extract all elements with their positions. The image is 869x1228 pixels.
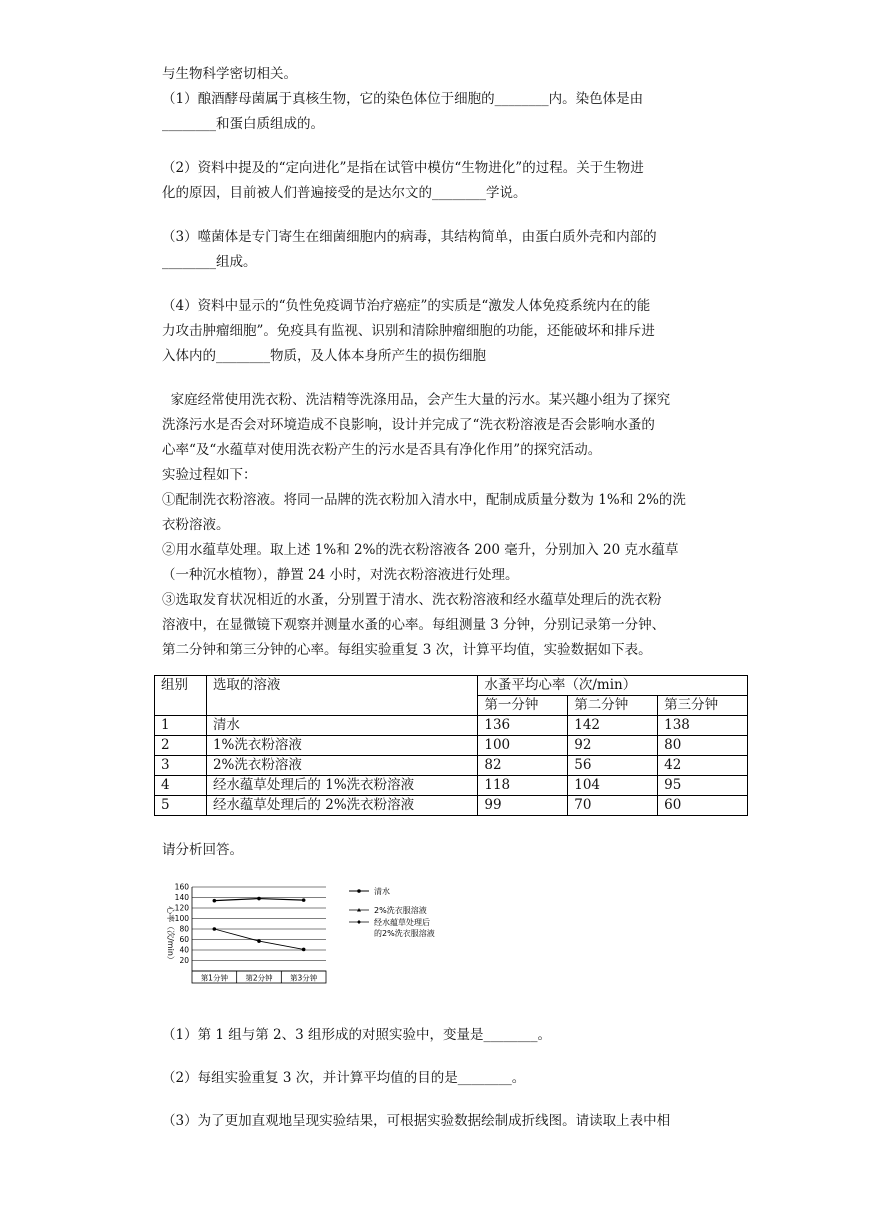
legend-label-2: 2%洗衣服溶液 (374, 906, 427, 915)
answer-question-3: （3）为了更加直观地呈现实验结果，可根据实验数据绘制成折线图。请读取上表中相 (162, 1113, 671, 1129)
answer-question-1: （1）第 1 组与第 2、3 组形成的对照实验中，变量是________。 (162, 1027, 552, 1043)
data-point (213, 899, 217, 903)
cell-minute-2: 92 (568, 736, 658, 756)
paragraph-intro-tail: 与生物科学密切相关。 (162, 66, 297, 82)
cell-minute-3: 42 (658, 756, 748, 776)
y-tick-label: 100 (174, 914, 189, 923)
y-tick-label: 20 (179, 956, 189, 965)
cell-minute-2: 70 (568, 796, 658, 816)
question-1-line-2: ________和蛋白质组成的。 (162, 116, 324, 132)
cell-solution: 经水蕴草处理后的 2%洗衣粉溶液 (206, 796, 477, 816)
cell-group: 1 (155, 716, 207, 736)
cell-solution: 经水蕴草处理后的 1%洗衣粉溶液 (206, 776, 477, 796)
chart-x-axis (192, 971, 326, 983)
data-point (302, 898, 306, 902)
question-4-line-2: 力攻击肿瘤细胞”。免疫具有监视、识别和清除肿瘤细胞的功能，还能破坏和排斥进 (162, 323, 655, 339)
chart-legend (349, 886, 435, 938)
document-page (162, 62, 752, 1134)
cell-minute-3: 138 (658, 716, 748, 736)
legend-marker-1 (357, 889, 361, 893)
table-header-row (155, 676, 748, 696)
heart-rate-chart (156, 883, 752, 1007)
table-row (155, 756, 748, 776)
data-point (257, 897, 261, 901)
data-point (213, 927, 217, 931)
step-3-line-3: 第二分钟和第三分钟的心率。每组实验重复 3 次，计算平均值，实验数据如下表。 (162, 642, 652, 658)
header-heart-rate: 水蚤平均心率（次/min） (478, 676, 748, 696)
data-point (257, 939, 261, 943)
cell-minute-1: 100 (478, 736, 568, 756)
step-2-line-1: ②用水蕴草处理。取上述 1%和 2%的洗衣粉溶液各 200 毫升，分别加入 20 克水蕴草 (162, 542, 679, 558)
chart-svg (156, 883, 466, 1003)
experiment-intro-line-3: 心率“及“水蕴草对使用洗衣粉产生的污水是否具有净化作用”的探究活动。 (162, 442, 602, 458)
question-2-line-2: 化的原因，目前被人们普遍接受的是达尔文的________学说。 (162, 185, 527, 201)
step-1-line-2: 衣粉溶液。 (162, 517, 230, 533)
header-solution: 选取的溶液 (206, 676, 477, 716)
y-tick-label: 80 (179, 924, 189, 934)
header-minute-2: 第二分钟 (568, 696, 658, 716)
cell-group: 3 (155, 756, 207, 776)
header-minute-1: 第一分钟 (478, 696, 568, 716)
cell-minute-2: 104 (568, 776, 658, 796)
y-tick-label: 120 (174, 903, 189, 913)
question-3-line-1: （3）噬菌体是专门寄生在细菌细胞内的病毒，其结构简单，由蛋白质外壳和内部的 (162, 229, 657, 245)
step-1-line-1: ①配制洗衣粉溶液。将同一品牌的洗衣粉加入清水中，配制成质量分数为 1%和 2%的洗 (162, 492, 686, 508)
x-tick-label: 第2分钟 (245, 973, 273, 983)
question-4-line-3: 入体内的________物质，及人体本身所产生的损伤细胞 (162, 348, 486, 364)
y-tick-label: 60 (179, 935, 189, 944)
legend-label-3-line-2: 的2%洗衣服溶液 (374, 929, 435, 938)
cell-minute-2: 142 (568, 716, 658, 736)
cell-minute-1: 136 (478, 716, 568, 736)
cell-solution: 清水 (206, 716, 477, 736)
step-2-line-2: （一种沉水植物），静置 24 小时，对洗衣粉溶液进行处理。 (162, 567, 519, 583)
legend-marker-3 (357, 920, 361, 924)
header-group: 组别 (155, 676, 207, 716)
x-tick-label: 第1分钟 (200, 973, 228, 983)
step-3-line-1: ③选取发育状况相近的水蚤，分别置于清水、洗衣粉溶液和经水蕴草处理后的洗衣粉 (162, 592, 662, 608)
table-row (155, 776, 748, 796)
y-axis-label: 心率（次/min） (166, 906, 175, 964)
experiment-intro-line-2: 洗涤污水是否会对环境造成不良影响，设计并完成了“洗衣粉溶液是否会影响水蚤的 (162, 417, 655, 433)
cell-minute-1: 82 (478, 756, 568, 776)
legend-label-1: 清水 (374, 887, 390, 896)
analysis-prompt: 请分析回答。 (162, 842, 243, 858)
answer-question-2: （2）每组实验重复 3 次，并计算平均值的目的是________。 (162, 1070, 526, 1086)
step-3-line-2: 溶液中，在显微镜下观察并测量水蚤的心率。每组测量 3 分钟，分别记录第一分钟、 (162, 617, 666, 633)
y-tick-label: 160 (174, 883, 189, 892)
cell-group: 4 (155, 776, 207, 796)
table-row (155, 736, 748, 756)
question-1-line-1: （1）酿酒酵母菌属于真核生物，它的染色体位于细胞的________内。染色体是由 (162, 91, 644, 107)
x-tick-label: 第3分钟 (290, 973, 318, 983)
cell-solution: 2%洗衣粉溶液 (206, 756, 477, 776)
legend-label-3-line-1: 经水蕴草处理后 (374, 918, 430, 927)
cell-minute-2: 56 (568, 756, 658, 776)
cell-minute-1: 99 (478, 796, 568, 816)
table-row (155, 796, 748, 816)
cell-minute-3: 95 (658, 776, 748, 796)
table-row (155, 716, 748, 736)
cell-group: 2 (155, 736, 207, 756)
cell-minute-3: 80 (658, 736, 748, 756)
y-tick-label: 140 (174, 893, 189, 902)
heart-rate-table (154, 675, 748, 816)
question-3-line-2: ________组成。 (162, 254, 257, 270)
experiment-process-heading: 实验过程如下： (162, 467, 257, 483)
question-2-line-1: （2）资料中提及的“定向进化”是指在试管中模仿“生物进化”的过程。关于生物进 (162, 160, 644, 176)
cell-minute-3: 60 (658, 796, 748, 816)
cell-group: 5 (155, 796, 207, 816)
question-4-line-1: （4）资料中显示的“负性免疫调节治疗癌症”的实质是“激发人体免疫系统内在的能 (162, 298, 651, 314)
chart-series (213, 897, 306, 952)
y-tick-label: 40 (179, 945, 189, 955)
cell-minute-1: 118 (478, 776, 568, 796)
experiment-intro-line-1: 家庭经常使用洗衣粉、洗洁精等洗涤用品，会产生大量的污水。某兴趣小组为了探究 (162, 392, 671, 408)
cell-solution: 1%洗衣粉溶液 (206, 736, 477, 756)
header-minute-3: 第三分钟 (658, 696, 748, 716)
data-point (302, 948, 306, 952)
chart-y-axis (175, 883, 192, 971)
